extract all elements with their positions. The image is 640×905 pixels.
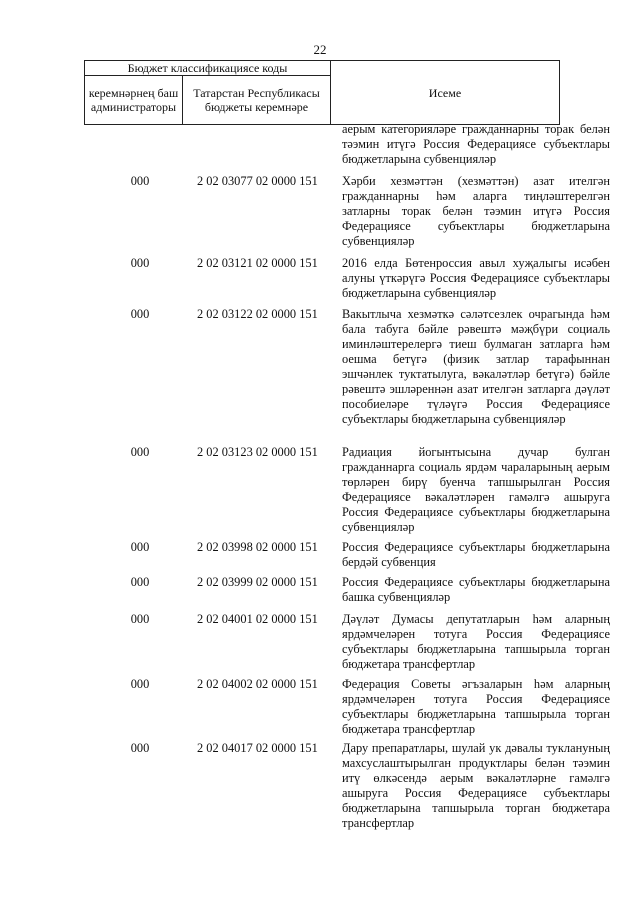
admin-code: 000: [130, 575, 150, 589]
row-name: Вакытлыча хезмәткә сәләтсезлек очрагында һәм бала табуга бәйле рәвештә мәҗбүри социаль иминләштерелергә тиеш булмаган затларга һәм оешма бетүгә (физик затлар тарафыннан эшчәнлек туктатылуга, вәкаләтләр бетүгә) бәйле рәвештә эшләреннән азат ителгән затларга дәүләт пособиеләре түләүгә Россия Федерациясе субъектлары бюджетларына субвенцияләр: [342, 307, 610, 426]
budget-code: 2 02 04002 02 0000 151: [197, 677, 318, 691]
budget-code: 2 02 03121 02 0000 151: [197, 256, 318, 270]
row-name: Федерация Советы әгъзаларын һәм аларның ярдәмчеләрен тотуга Россия Федерациясе субъектлары бюджетларына тапшырыла торган бюджетара трансфертлар: [342, 677, 610, 736]
row-name: Хәрби хезмәттән (хезмәттән) азат ителгән гражданнарны һәм аларга тиңләштерелгән затларны торак белән тәэмин итүгә Россия Федерациясе субъектлары бюджетларына субвенцияләр: [342, 174, 610, 248]
budget-code: 2 02 03999 02 0000 151: [197, 575, 318, 589]
budget-code: 2 02 03077 02 0000 151: [197, 174, 318, 188]
admin-code: 000: [130, 445, 150, 459]
admin-code: 000: [130, 612, 150, 626]
admin-code: 000: [130, 677, 150, 691]
budget-code: 2 02 03123 02 0000 151: [197, 445, 318, 459]
row-name: Радиация йогынтысына дучар булган гражданнарга социаль ярдәм чараларының аерым төрләрен бирү буенча тапшырылган Россия Федерациясе вәкаләтләрен гамәлгә ашыруга Россия Федерациясе субъектлары бюджетларына субвенцияләр: [342, 445, 610, 534]
budget-code: 2 02 04001 02 0000 151: [197, 612, 318, 626]
name-column-header: Исеме: [331, 61, 560, 125]
budget-code: 2 02 03998 02 0000 151: [197, 540, 318, 554]
row-name: Дару препаратлары, шулай ук дәвалы туклануның махсуслаштырылган продуктлары белән тәэмин итү өлкәсендә аерым вәкаләтләрне гамәлгә ашыруга Россия Федерациясе субъектлары бюджетларына тапшырыла торган бюджетара трансфертлар: [342, 741, 610, 830]
admin-column-header: керемнәрнең баш администраторы: [85, 76, 183, 125]
revenue-column-header: Татарстан Республикасы бюджеты керемнәре: [183, 76, 331, 125]
row-name: Россия Федерациясе субъектлары бюджетларына бердәй субвенция: [342, 540, 610, 569]
row-name: Россия Федерациясе субъектлары бюджетларына башка субвенцияләр: [342, 575, 610, 604]
budget-code: 2 02 03122 02 0000 151: [197, 307, 318, 321]
row-name: Дәүләт Думасы депутатларын һәм аларның ярдәмчеләрен тотуга Россия Федерациясе субъектлары бюджетларына тапшырыла торган бюджетара трансфертлар: [342, 612, 610, 671]
admin-code: 000: [130, 540, 150, 554]
continuation-text: аерым категорияләре гражданнарны торак белән тәэмин итүгә Россия Федерациясе субъектлары бюджетларына субвенцияләр: [342, 122, 610, 166]
admin-code: 000: [130, 174, 150, 188]
admin-code: 000: [130, 256, 150, 270]
header-table: [84, 60, 560, 125]
admin-code: 000: [130, 741, 150, 755]
admin-code: 000: [130, 307, 150, 321]
classification-header: Бюджет классификациясе коды: [85, 61, 331, 76]
budget-code: 2 02 04017 02 0000 151: [197, 741, 318, 755]
page-number: 22: [313, 42, 327, 57]
row-name: 2016 елда Бөтенроссия авыл хуҗалыгы исәбен алуны үткәрүгә Россия Федерациясе субъектлары бюджетларына субвенцияләр: [342, 256, 610, 300]
